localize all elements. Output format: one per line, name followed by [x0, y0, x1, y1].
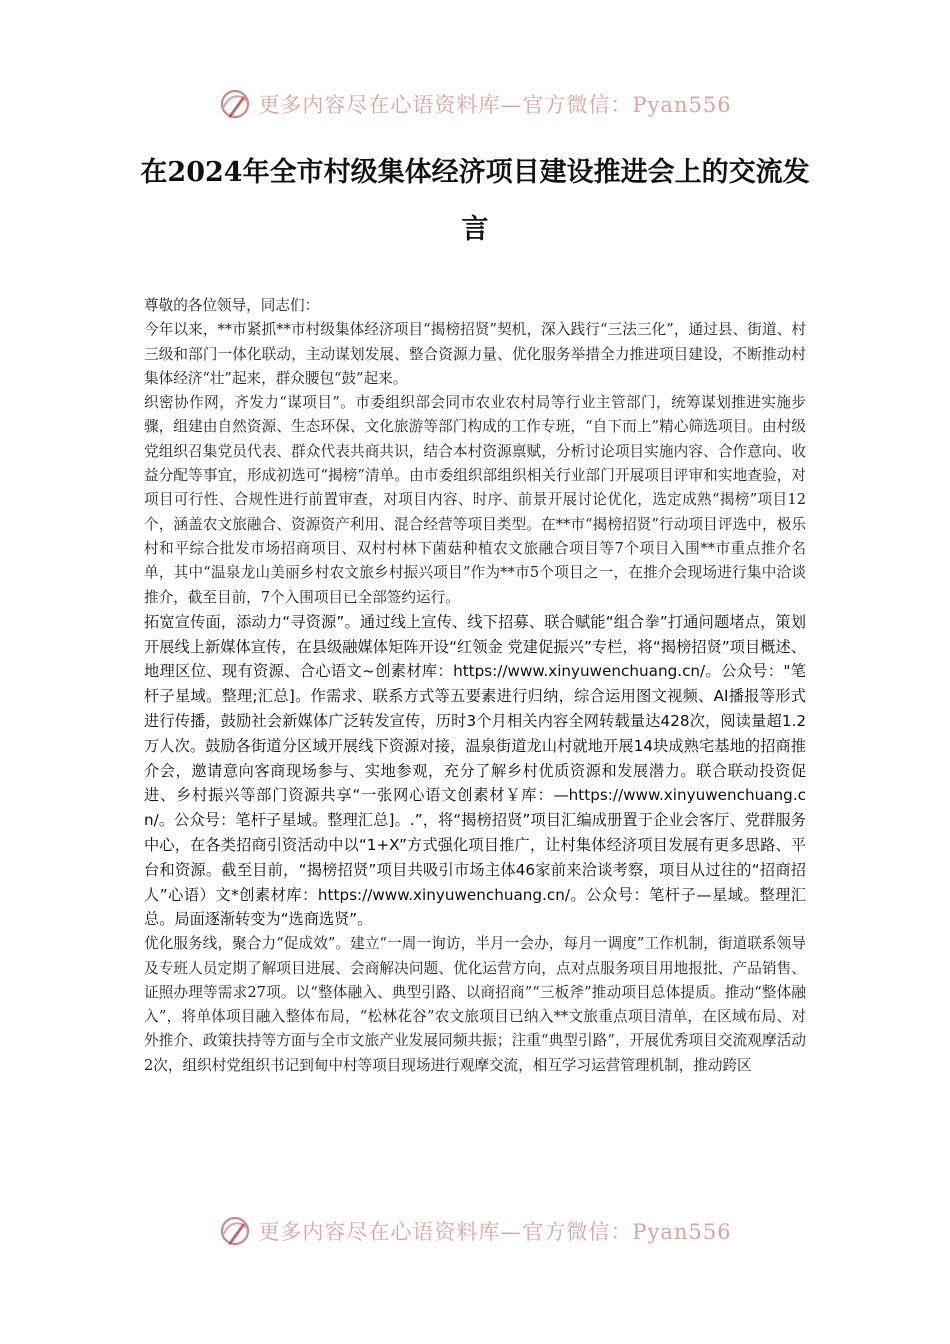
footer-watermark-banner	[0, 1209, 950, 1253]
watermark-text: 更多内容尽在心语资料库—官方微信：Pyan556	[258, 93, 732, 117]
document-body	[144, 294, 806, 1078]
watermark-text: 更多内容尽在心语资料库—官方微信：Pyan556	[258, 1220, 732, 1244]
salutation: 尊敬的各位领导，同志们：	[144, 297, 320, 314]
pen-swirl-logo-icon	[218, 1214, 252, 1248]
paragraph-optimize-service: 优化服务线，聚合力“促成效”。建立“一周一询访，半月一会办，每月一调度”工作机制，街道联系领导及专班人员定期了解项目进展、会商解决问题、优化运营方向，点对点服务项目用地报批、产品销售、证照办理等需求27项。以“整体融入、典型引路、以商招商”“三板斧”推动项目总体提质。推动“整体融入”，将单体项目融入整体布局，“松林花谷”农文旅项目已纳入**文旅重点项目清单，在区域布局、对外推介、政策扶持等方面与全市文旅产业发展同频共振；注重“典型引路”，开展优秀项目交流观摩活动2次，组织村党组织书记到甸中村等项目现场进行观摩交流，相互学习运营管理机制，推动跨区	[144, 935, 806, 1074]
paragraph-seek-resources: 拓宽宣传面，添动力“寻资源”。通过线上宣传、线下招募、联合赋能“组合拳”打通问题堵点，策划开展线上新媒体宣传，在县级融媒体矩阵开设“红领金 党建促振兴”专栏，将“揭榜招贤”项目概述、地理区位、现有资源、合心语文~创素材库：https://www.xinyuwenchuang.cn/。公众号："笔杆子星域。整理;汇总]。作需求、联系方式等五要素进行归纳，综合运用图文视频、AI播报等形式进行传播，鼓励社会新媒体广泛转发宣传，历时3个月相关内容全网转载量达428次，阅读量超1.2万人次。鼓励各街道分区域开展线下资源对接，温泉街道龙山村就地开展14块成熟宅基地的招商推介会，邀请意向客商现场参与、实地参观，充分了解乡村优质资源和发展潜力。联合联动投资促进、乡村振兴等部门资源共享“一张网心语文创素材￥库：—https://www.xinyuwenchuang.cn/。公众号：笔杆子星域。整理汇总]。.”，将“揭榜招贤”项目汇编成册置于企业会客厅、党群服务中心，在各类招商引资活动中以“1+X”方式强化项目推广，让村集体经济项目发展有更多思路、平台和资源。截至目前，“揭榜招贤”项目共吸引市场主体46家前来洽谈考察，项目从过往的“招商招人”心语）文*创素材库：https://www.xinyuwenchuang.cn/。公众号：笔杆子—星域。整理汇总。局面逐渐转变为“选商选贤”。	[144, 612, 806, 929]
paragraph-plan-projects: 织密协作网，齐发力“谋项目”。市委组织部会同市农业农村局等行业主管部门，统筹谋划推进实施步骤，组建由自然资源、生态环保、文化旅游等部门构成的工作专班，“自下而上”精心筛选项目。由村级党组织召集党员代表、群众代表共商共识，结合本村资源禀赋，分析讨论项目实施内容、合作意向、收益分配等事宜，形成初选可“揭榜”清单。由市委组织部组织相关行业部门开展项目评审和实地查验，对项目可行性、合规性进行前置审查，对项目内容、时序、前景开展讨论优化，选定成熟“揭榜”项目12个，涵盖农文旅融合、资源资产利用、混合经营等项目类型。在**市“揭榜招贤”行动项目评选中，极乐村和平综合批发市场招商项目、双村村林下菌菇种植农文旅融合项目等7个项目入围**市重点推介名单，其中“温泉龙山美丽乡村农文旅乡村振兴项目”作为**市5个项目之一，在推介会现场进行集中洽谈推介，截至目前，7个入围项目已全部签约运行。	[144, 394, 806, 606]
pen-swirl-logo-icon	[218, 87, 252, 121]
paragraph-intro: 今年以来，**市紧抓**市村级集体经济项目“揭榜招贤”契机，深入践行“三法三化”，通过县、街道、村三级和部门一体化联动，主动谋划发展、整合资源力量、优化服务举措全力推进项目建设，不断推动村集体经济“壮”起来，群众腰包“鼓”起来。	[144, 321, 806, 387]
header-watermark-banner	[0, 82, 950, 126]
document-title: 在2024年全市村级集体经济项目建设推进会上的交流发言	[140, 157, 810, 245]
